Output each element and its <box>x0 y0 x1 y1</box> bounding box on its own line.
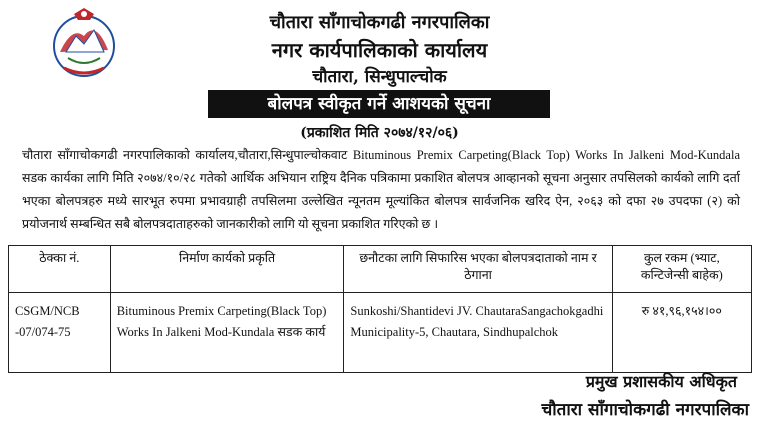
cell-bidder: Sunkoshi/Shantidevi JV. ChautaraSangachokgadhi Municipality-5, Chautara, Sindhupalchok <box>344 293 612 373</box>
col-bidder: छनौटका लागि सिफारिस भएका बोलपत्रदाताको नाम र ठेगाना <box>344 246 612 293</box>
col-amount: कुल रकम (भ्याट, कन्टिजेन्सी बाहेक) <box>612 246 751 293</box>
table-header-row <box>9 246 752 293</box>
award-table <box>8 245 752 373</box>
notice-title: बोलपत्र स्वीकृत गर्ने आशयको सूचना <box>208 90 550 118</box>
cell-work-nature: Bituminous Premix Carpeting(Black Top) Works In Jalkeni Mod-Kundala सडक कार्य <box>110 293 344 373</box>
signatory-designation: प्रमुख प्रशासकीय अधिकृत <box>585 372 737 391</box>
notice-body: चौतारा साँगाचोकगढी नगरपालिकाको कार्यालय,चौतारा,सिन्धुपाल्चोकवाट Bituminous Premix Carpeting(Black Top) Works In Jalkeni Mod-Kundala सडक कार्यका लागि मिति २०७४/१०/२८ गतेको आर्थिक अभियान राष्ट्रिय दैनिक पत्रिकामा प्रकाशित बोलपत्र आव्हानको सूचना अनुसार तपसिलको कार्यको लागि दर्ता भएका बोलपत्रहरु मध्ये सारभूत रुपमा प्रभावग्राही तपसिलमा उल्लेखित न्यूनतम मूल्यांकित बोलपत्र सार्वजनिक खरिद ऐन, २०६३ को दफा २७ उपदफा (२) को प्रयोजनार्थ सम्बन्धित सबै बोलपत्रदाताहरुको जानकारीको लागि यो सूचना प्रकाशित गरिएको छ । <box>22 148 740 231</box>
office-address: चौतारा, सिन्धुपाल्चोक <box>312 67 447 87</box>
col-work-nature: निर्माण कार्यको प्रकृति <box>110 246 344 293</box>
published-date: (प्रकाशित मिति २०७४/१२/०६) <box>300 125 459 141</box>
office-name: नगर कार्यपालिकाको कार्यालय <box>271 38 488 62</box>
col-contract-no: ठेक्का नं. <box>9 246 111 293</box>
signatory-office: चौतारा साँगाचोकगढी नगरपालिका <box>541 400 749 420</box>
cell-amount: रु ४१,९६,१५४।०० <box>612 293 751 373</box>
cell-contract-no: CSGM/NCB -07/074-75 <box>9 293 111 373</box>
municipality-name: चौतारा साँगाचोकगढी नगरपालिका <box>269 12 490 33</box>
table-row <box>9 293 752 373</box>
